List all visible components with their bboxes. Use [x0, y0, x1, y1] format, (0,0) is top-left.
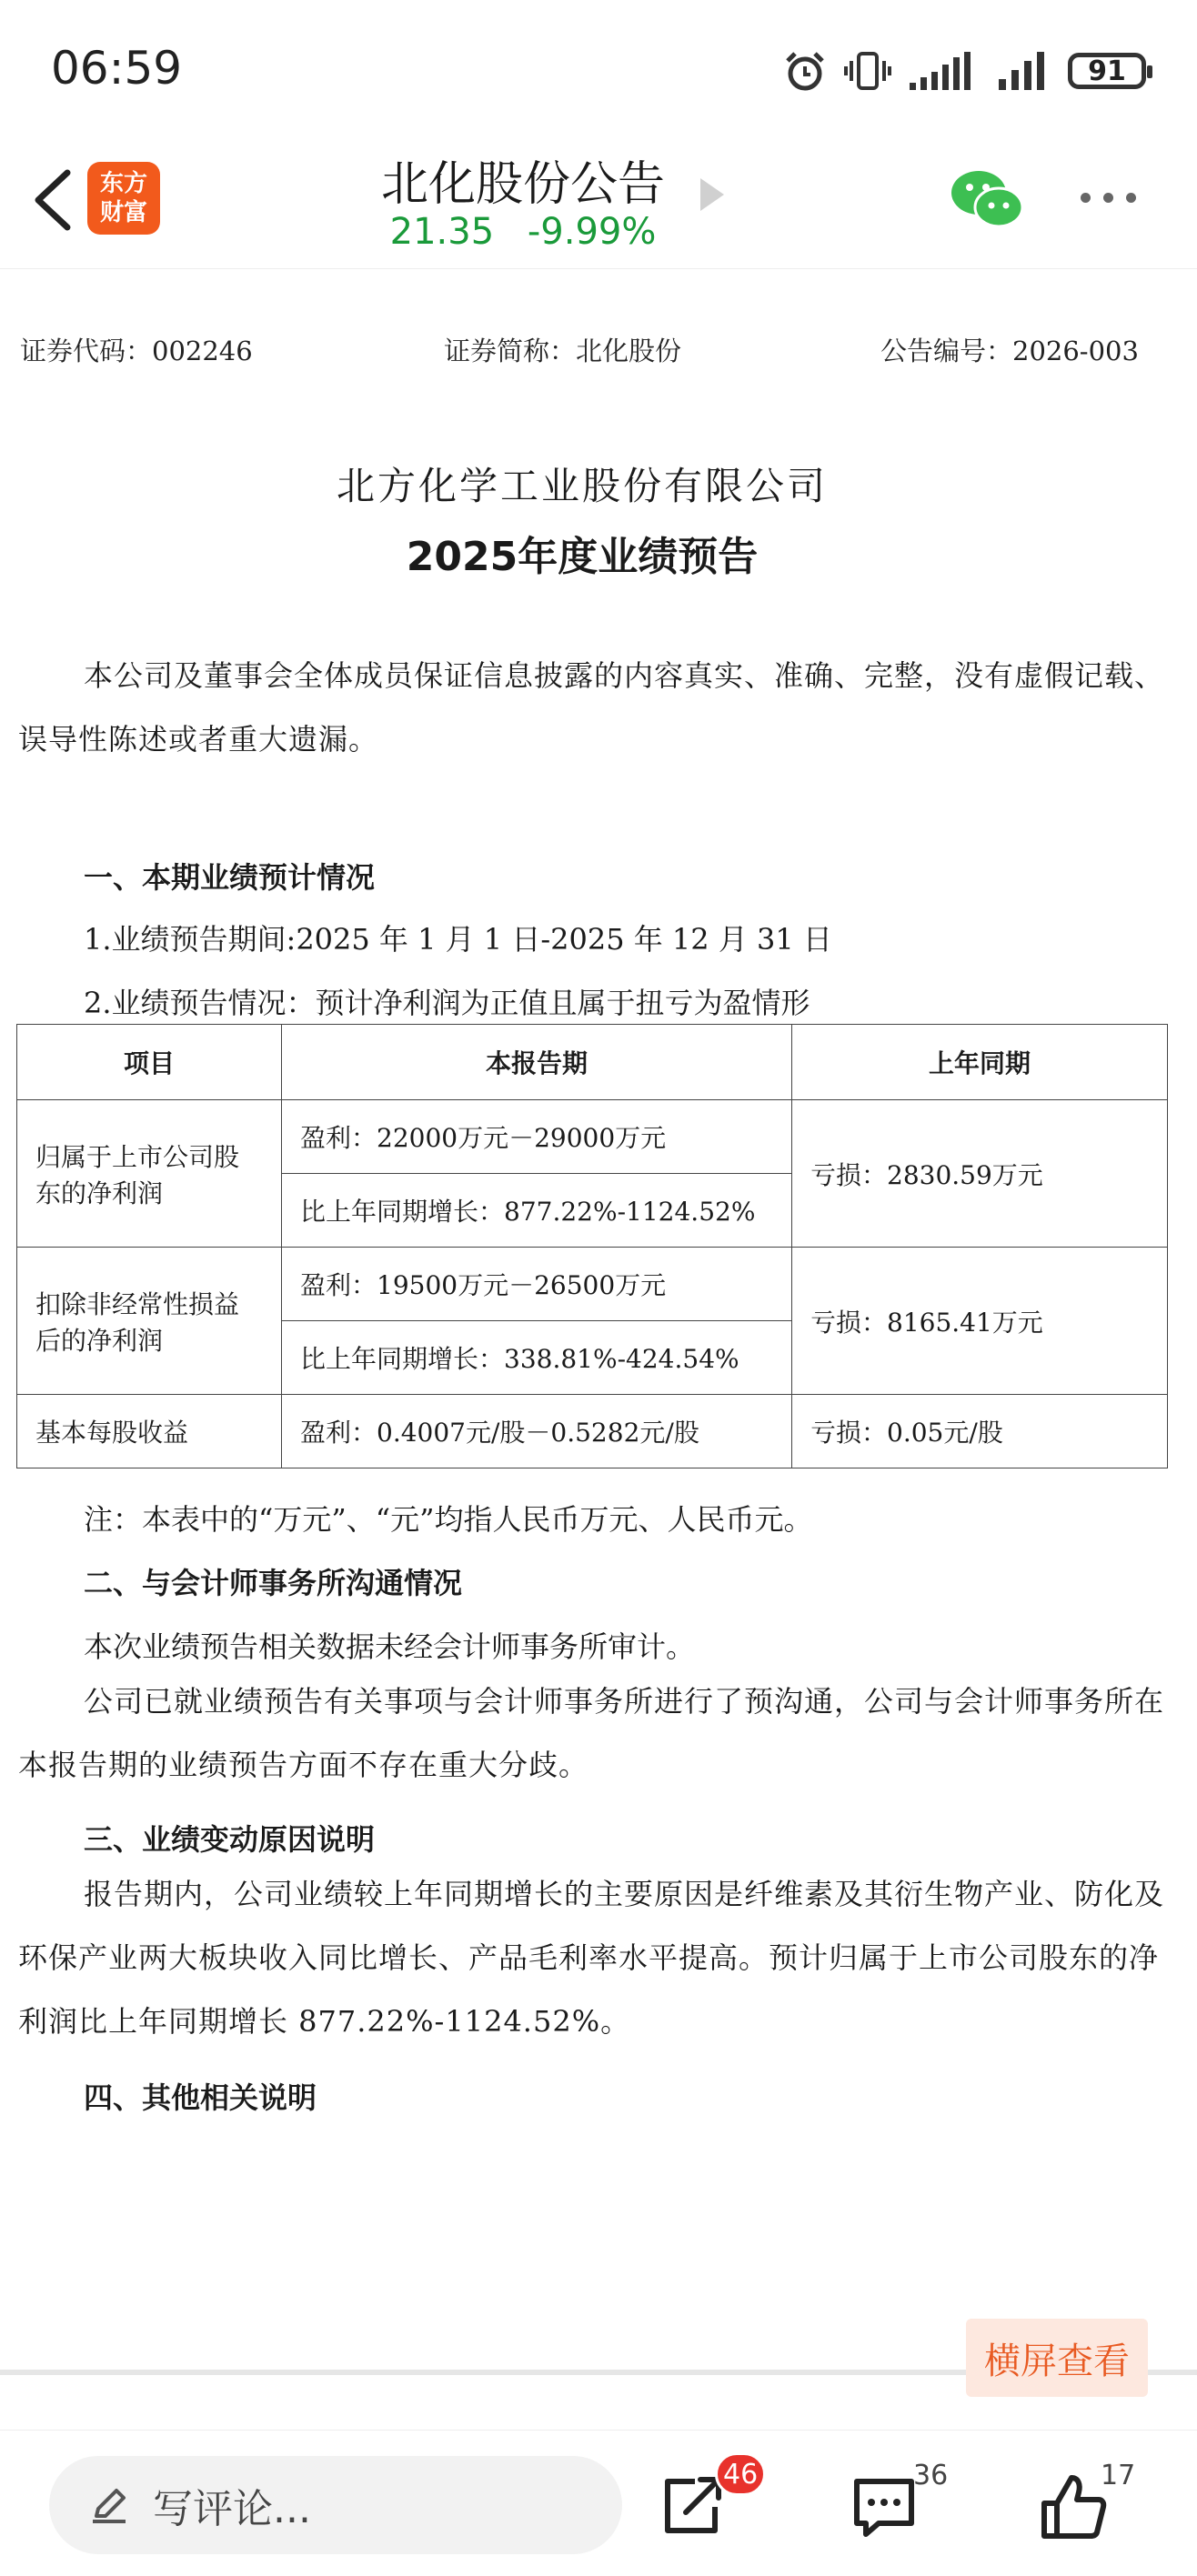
signal-icon — [908, 48, 981, 94]
disclaimer-paragraph: 本公司及董事会全体成员保证信息披露的内容真实、准确、完整，没有虚假记载、误导性陈述或者重大遗漏。 — [18, 658, 1165, 757]
table-header-prev: 上年同期 — [792, 1025, 1168, 1100]
comment-input[interactable] — [49, 2456, 622, 2554]
forecast-period: 1.业绩预告期间:2025 年 1 月 1 日-2025 年 12 月 31 日 — [84, 922, 832, 957]
battery-indicator: 91 — [1068, 53, 1146, 89]
logo-line2: 财富 — [99, 199, 147, 226]
audit-statement: 本次业绩预告相关数据未经会计师事务所审计。 — [84, 1629, 696, 1664]
wechat-share-icon[interactable] — [946, 164, 1028, 236]
app-header — [0, 136, 1197, 269]
vibrate-icon — [844, 48, 891, 94]
table-row — [17, 1248, 1168, 1321]
notice-number: 公告编号：2026-003 — [880, 336, 1139, 366]
table-header-item: 项目 — [17, 1025, 282, 1100]
landscape-view-button[interactable]: 横屏查看 — [966, 2319, 1148, 2397]
security-short-name: 证券简称：北化股份 — [444, 336, 682, 366]
row2-label: 扣除非经常性损益后的净利润 — [17, 1248, 282, 1395]
share-badge: 46 — [715, 2452, 766, 2496]
report-title: 2025年度业绩预告 — [406, 534, 759, 580]
communication-paragraph: 公司已就业绩预告有关事项与会计师事务所进行了预沟通，公司与会计师事务所在本报告期的业绩预告方面不存在重大分歧。 — [18, 1684, 1165, 1782]
row2-growth: 比上年同期增长：338.81%-424.54% — [282, 1321, 792, 1395]
pencil-icon — [89, 2485, 129, 2525]
section-1-heading: 一、本期业绩预计情况 — [84, 860, 376, 895]
bottom-action-bar — [0, 2430, 1197, 2576]
section-4-heading: 四、其他相关说明 — [84, 2080, 317, 2115]
row1-prev: 亏损：2830.59万元 — [792, 1100, 1168, 1248]
table-row — [17, 1100, 1168, 1174]
status-bar — [0, 0, 1197, 136]
company-name: 北方化学工业股份有限公司 — [336, 464, 828, 508]
row1-growth: 比上年同期增长：877.22%-1124.52% — [282, 1174, 792, 1248]
alarm-icon — [782, 48, 828, 94]
row3-profit: 盈利：0.4007元/股－0.5282元/股 — [282, 1395, 792, 1468]
section-3-heading: 三、业绩变动原因说明 — [84, 1822, 376, 1857]
signal-icon-2 — [997, 48, 1051, 94]
table-note: 注：本表中的“万元”、“元”均指人民币万元、人民币元。 — [84, 1502, 813, 1537]
page-title: 北化股份公告 — [380, 157, 665, 212]
section-2-heading: 二、与会计师事务所沟通情况 — [84, 1566, 463, 1600]
play-arrow-icon[interactable] — [700, 178, 724, 211]
like-count: 17 — [1101, 2460, 1136, 2491]
table-header-current: 本报告期 — [282, 1025, 792, 1100]
row1-label: 归属于上市公司股东的净利润 — [17, 1100, 282, 1248]
more-options-icon[interactable] — [1081, 193, 1136, 203]
like-icon[interactable] — [1037, 2471, 1110, 2543]
row2-profit: 盈利：19500万元－26500万元 — [282, 1248, 792, 1321]
status-icons — [782, 45, 1146, 96]
table-header-row — [17, 1025, 1168, 1100]
row2-prev: 亏损：8165.41万元 — [792, 1248, 1168, 1395]
forecast-status: 2.业绩预告情况：预计净利润为正值且属于扭亏为盈情形 — [84, 986, 810, 1020]
reason-paragraph: 报告期内，公司业绩较上年同期增长的主要原因是纤维素及其衍生物产业、防化及环保产业两大板块收入同比增长、产品毛利率水平提高。预计归属于上市公司股东的净利润比上年同期增长 877.22%-1124.52%。 — [18, 1877, 1165, 2039]
status-time: 06:59 — [51, 42, 183, 95]
table-row — [17, 1395, 1168, 1468]
stock-change: -9.99% — [527, 211, 657, 253]
comment-count: 36 — [913, 2460, 949, 2491]
stock-price: 21.35 — [389, 211, 495, 253]
comment-placeholder: 写评论... — [153, 2486, 311, 2532]
comment-icon[interactable] — [848, 2471, 920, 2543]
stock-quote[interactable] — [0, 211, 1046, 253]
logo-line1: 东方 — [99, 170, 147, 197]
row3-prev: 亏损：0.05元/股 — [792, 1395, 1168, 1468]
row3-label: 基本每股收益 — [17, 1395, 282, 1468]
results-table — [16, 1024, 1168, 1468]
row1-profit: 盈利：22000万元－29000万元 — [282, 1100, 792, 1174]
security-code: 证券代码：002246 — [20, 336, 253, 366]
